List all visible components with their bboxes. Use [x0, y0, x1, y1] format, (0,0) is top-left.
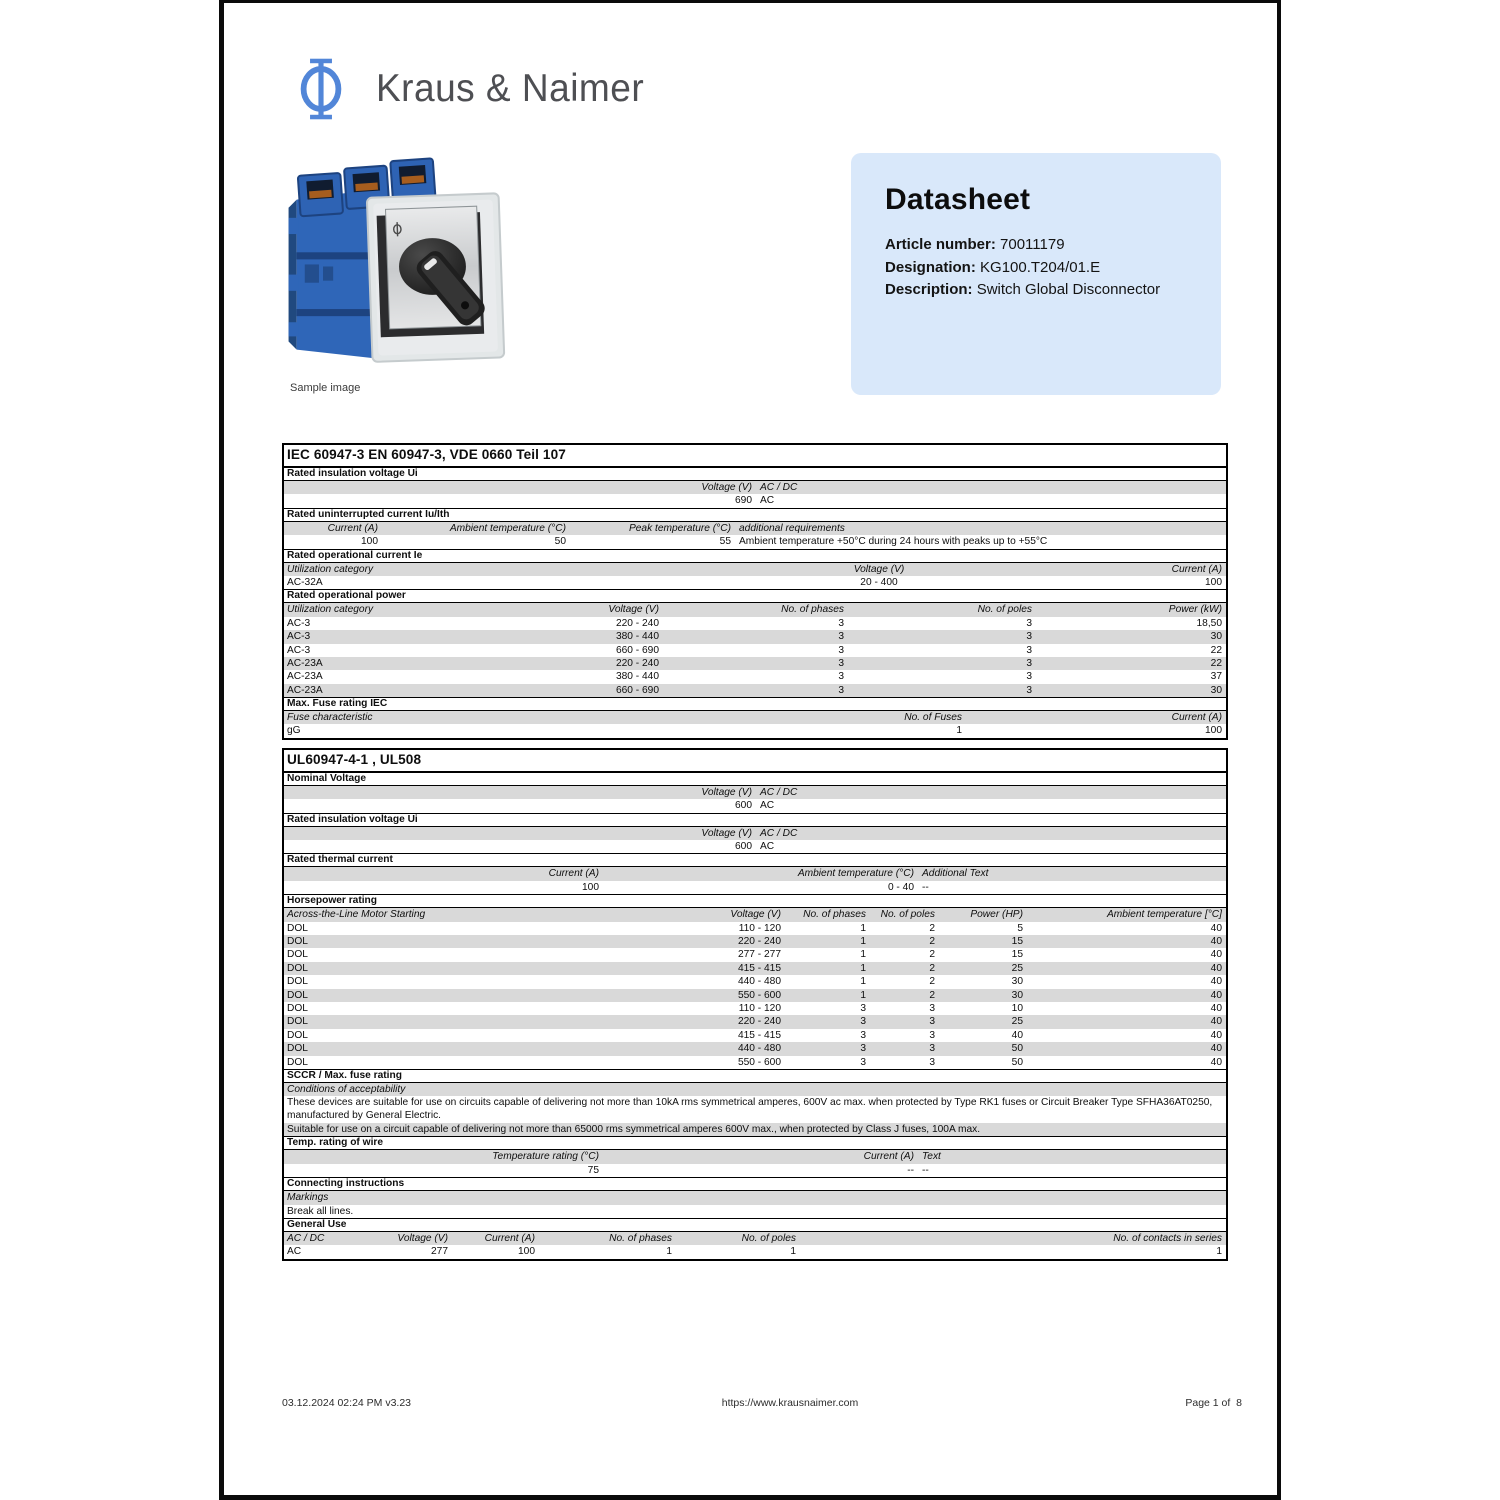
table-cell: Across-the-Line Motor Starting — [287, 909, 426, 921]
table-row: Suitable for use on a circuit capable of delivering not more than 65000 rms symmetrical amperes 600V max., when protected by Class J fuses, 100A max. — [284, 1123, 1226, 1136]
table-cell: 277 — [431, 1246, 448, 1258]
spec-table-iec-60947-3 — [282, 443, 1228, 740]
table-cell: 220 - 240 — [615, 617, 659, 629]
table-cell: 1 — [860, 949, 866, 961]
table-row — [284, 922, 1226, 935]
table-cell: 550 - 600 — [737, 1056, 781, 1068]
table-cell: 100 — [1205, 725, 1222, 737]
table-gap — [282, 740, 1228, 748]
table-cell: 660 - 690 — [615, 644, 659, 656]
table-cell: 5 — [1017, 922, 1023, 934]
spec-table-ul-60947 — [282, 748, 1228, 1261]
table-row — [284, 881, 1226, 894]
table-cell: 550 - 600 — [737, 989, 781, 1001]
table-cell: AC — [760, 800, 775, 812]
table-cell: 1 — [860, 976, 866, 988]
table-cell: DOL — [287, 1002, 308, 1014]
table-cell: Power (HP) — [970, 909, 1023, 921]
product-image — [279, 155, 514, 380]
subsection-header-row: Rated insulation voltage Ui — [284, 467, 1226, 481]
section-title-row: UL60947-4-1 , UL508 — [284, 750, 1226, 772]
table-cell: 37 — [1210, 671, 1222, 683]
table-cell: 3 — [1026, 684, 1032, 696]
table-row — [284, 1150, 1226, 1163]
table-cell: Current (A) — [1171, 563, 1222, 575]
table-cell: Fuse characteristic — [287, 712, 373, 724]
table-cell: Current (A) — [863, 1151, 914, 1163]
table-cell: 440 - 480 — [737, 1043, 781, 1055]
table-cell: 40 — [1210, 1029, 1222, 1041]
table-row — [284, 948, 1226, 961]
table-cell: AC / DC — [760, 786, 798, 798]
table-cell: 18,50 — [1196, 617, 1222, 629]
table-cell: AC-3 — [287, 644, 311, 656]
table-cell: 40 — [1210, 1043, 1222, 1055]
table-cell: 100 — [361, 536, 378, 548]
table-row — [284, 724, 1226, 737]
table-cell: 50 — [554, 536, 566, 548]
table-cell: Voltage (V) — [730, 909, 781, 921]
subsection-header-row: Horsepower rating — [284, 894, 1226, 908]
spec-tables — [282, 443, 1228, 1261]
table-cell: DOL — [287, 962, 308, 974]
table-cell: 3 — [838, 631, 844, 643]
table-row — [284, 962, 1226, 975]
table-cell: 15 — [1011, 949, 1023, 961]
table-cell: 40 — [1011, 1029, 1023, 1041]
table-row — [284, 684, 1226, 697]
table-cell: 40 — [1210, 935, 1222, 947]
table-cell: 100 — [582, 881, 599, 893]
subsection-header-row: Rated insulation voltage Ui — [284, 813, 1226, 827]
footer-url[interactable]: https://www.krausnaimer.com — [721, 1397, 859, 1409]
table-cell: Voltage (V) — [701, 827, 752, 839]
table-row — [284, 799, 1226, 812]
table-cell: 25 — [1011, 1016, 1023, 1028]
table-cell: AC / DC — [760, 827, 798, 839]
table-row — [284, 989, 1226, 1002]
header-logo — [292, 51, 658, 127]
table-cell: AC / DC — [287, 1233, 325, 1245]
table-row — [284, 1164, 1226, 1177]
table-cell: AC-3 — [287, 617, 311, 629]
subsection-header-row: Rated uninterrupted current Iu/Ith — [284, 508, 1226, 522]
table-cell: AC-32A — [287, 576, 323, 588]
table-cell: Voltage (V) — [701, 786, 752, 798]
table-row — [284, 644, 1226, 657]
table-cell: 100 — [518, 1246, 535, 1258]
subsection-header-row: Rated thermal current — [284, 853, 1226, 867]
table-cell: 1 — [1216, 1246, 1222, 1258]
table-cell: 3 — [860, 1043, 866, 1055]
description-field: Description: Switch Global Disconnector — [885, 281, 1161, 298]
table-cell: 690 — [735, 495, 752, 507]
table-cell: 2 — [929, 989, 935, 1001]
table-row — [284, 711, 1226, 724]
table-cell: 220 - 240 — [737, 1016, 781, 1028]
table-cell: AC — [287, 1246, 302, 1258]
table-cell: Ambient temperature +50°C during 24 hours with peaks up to +55°C — [739, 536, 1048, 548]
table-row — [284, 535, 1226, 548]
table-cell: Ambient temperature [°C] — [1106, 909, 1222, 921]
table-cell: 75 — [587, 1164, 599, 1176]
table-row — [284, 827, 1226, 840]
table-cell: Ambient temperature (°C) — [449, 522, 566, 534]
table-cell: 3 — [1026, 631, 1032, 643]
table-cell: 220 - 240 — [737, 935, 781, 947]
table-cell: 110 - 120 — [738, 1002, 781, 1014]
table-row — [284, 1042, 1226, 1055]
table-cell: 40 — [1210, 1016, 1222, 1028]
table-row — [284, 786, 1226, 799]
table-cell: 3 — [838, 671, 844, 683]
table-cell: Utilization category — [287, 604, 374, 616]
subsection-header-row: SCCR / Max. fuse rating — [284, 1069, 1226, 1083]
table-row — [284, 975, 1226, 988]
table-cell: 1 — [956, 725, 962, 737]
table-row: Break all lines. — [287, 1205, 354, 1217]
table-cell: 40 — [1210, 962, 1222, 974]
table-cell: 2 — [929, 976, 935, 988]
table-cell: No. of poles — [880, 909, 935, 921]
table-cell: AC-23A — [287, 684, 323, 696]
table-row — [284, 1029, 1226, 1042]
table-row — [284, 630, 1226, 643]
table-cell: AC-23A — [287, 671, 323, 683]
table-row — [284, 670, 1226, 683]
table-cell: DOL — [287, 949, 308, 961]
table-cell: 2 — [929, 922, 935, 934]
table-cell: 22 — [1210, 644, 1222, 656]
table-cell: 2 — [929, 962, 935, 974]
table-cell: 3 — [929, 1016, 935, 1028]
table-cell: 3 — [929, 1029, 935, 1041]
table-cell: 1 — [666, 1246, 672, 1258]
table-row — [284, 563, 1226, 576]
table-cell: 25 — [1011, 962, 1023, 974]
subsection-header-row: Temp. rating of wire — [284, 1136, 1226, 1150]
table-cell: Additional Text — [922, 868, 989, 880]
table-cell: 40 — [1210, 976, 1222, 988]
table-cell: -- — [907, 1164, 914, 1176]
table-cell: Ambient temperature (°C) — [797, 868, 914, 880]
table-cell: 380 - 440 — [615, 671, 659, 683]
table-cell: 3 — [860, 1002, 866, 1014]
table-cell: DOL — [287, 976, 308, 988]
subsection-header-row: Nominal Voltage — [284, 772, 1226, 786]
table-cell: 3 — [1026, 617, 1032, 629]
table-cell: 3 — [860, 1056, 866, 1068]
table-cell: 415 - 415 — [737, 962, 781, 974]
table-cell: Power (kW) — [1168, 604, 1222, 616]
table-row: Conditions of acceptability — [284, 1083, 1226, 1096]
table-row — [284, 1002, 1226, 1015]
table-cell: 110 - 120 — [738, 922, 781, 934]
table-row — [284, 1232, 1226, 1245]
table-row — [284, 522, 1226, 535]
table-cell: AC — [760, 495, 775, 507]
subsection-header-row: General Use — [284, 1218, 1226, 1232]
article-number-field: Article number: 70011179 — [885, 236, 1065, 253]
subsection-header-row: Rated operational power — [284, 589, 1226, 603]
table-row — [284, 1245, 1226, 1258]
subsection-header-row: Rated operational current Ie — [284, 549, 1226, 563]
table-cell: DOL — [287, 1016, 308, 1028]
table-cell: 15 — [1011, 935, 1023, 947]
table-cell: 3 — [1026, 657, 1032, 669]
table-cell: AC / DC — [760, 482, 798, 493]
section-title-row: IEC 60947-3 EN 60947-3, VDE 0660 Teil 107 — [284, 445, 1226, 467]
table-cell: Voltage (V) — [608, 604, 659, 616]
footer-timestamp: 03.12.2024 02:24 PM v3.23 — [282, 1397, 412, 1409]
datasheet-page — [219, 0, 1281, 1500]
table-cell: DOL — [287, 989, 308, 1001]
table-cell: 3 — [860, 1029, 866, 1041]
datasheet-info-box — [851, 153, 1221, 395]
table-cell: Voltage (V) — [853, 563, 905, 575]
table-cell: 3 — [929, 1056, 935, 1068]
table-cell: 50 — [1011, 1056, 1023, 1068]
table-cell: No. of contacts in series — [1113, 1233, 1222, 1245]
table-row — [284, 603, 1226, 616]
table-cell: No. of poles — [741, 1233, 796, 1245]
table-cell: Current (A) — [327, 522, 378, 534]
table-cell: 50 — [1011, 1043, 1023, 1055]
table-cell: AC-23A — [287, 657, 323, 669]
table-cell: 100 — [1205, 576, 1222, 588]
table-cell: 3 — [1026, 644, 1032, 656]
kraus-naimer-logo-icon — [292, 51, 350, 127]
table-cell: 3 — [838, 657, 844, 669]
designation-field: Designation: KG100.T204/01.E — [885, 258, 1101, 276]
table-cell: Current (A) — [548, 868, 599, 880]
table-cell: 30 — [1011, 989, 1023, 1001]
table-cell: 2 — [929, 935, 935, 947]
table-cell: -- — [922, 1164, 929, 1176]
table-cell: No. of poles — [977, 604, 1032, 616]
table-cell: -- — [922, 881, 929, 893]
table-cell: 55 — [719, 536, 731, 548]
table-cell: 3 — [929, 1043, 935, 1055]
table-cell: 3 — [929, 1002, 935, 1014]
table-cell: 40 — [1210, 922, 1222, 934]
table-cell: Peak temperature (°C) — [628, 522, 731, 534]
table-cell: 220 - 240 — [615, 657, 659, 669]
table-cell: DOL — [287, 1029, 308, 1041]
table-cell: 1 — [860, 962, 866, 974]
subsection-header-row: Max. Fuse rating IEC — [284, 697, 1226, 711]
table-cell: Voltage (V) — [701, 482, 752, 493]
table-cell: No. of Fuses — [904, 712, 962, 724]
brand-name: Kraus & Naimer — [376, 67, 645, 110]
table-cell: 40 — [1210, 1056, 1222, 1068]
table-row — [284, 576, 1226, 589]
table-row — [284, 935, 1226, 948]
table-cell: Temperature rating (°C) — [492, 1151, 599, 1163]
table-cell: No. of phases — [803, 909, 866, 921]
subsection-header-row: Connecting instructions — [284, 1177, 1226, 1191]
table-row: Markings — [284, 1191, 1226, 1204]
table-cell: 277 - 277 — [737, 949, 781, 961]
table-cell: AC — [760, 841, 775, 853]
table-cell: DOL — [287, 935, 308, 947]
table-cell: 1 — [860, 935, 866, 947]
table-cell: 10 — [1011, 1002, 1023, 1014]
sample-image-caption: Sample image — [290, 382, 361, 394]
table-row — [284, 908, 1226, 921]
product-figure — [279, 155, 519, 394]
table-cell: additional requirements — [739, 522, 845, 534]
table-cell: Current (A) — [484, 1233, 535, 1245]
table-cell: Voltage (V) — [397, 1233, 448, 1245]
table-row: These devices are suitable for use on circuits capable of delivering not more than 10kA rms symmetrical amperes, 600V ac max. when protected by Type RK1 fuses or Circuit Breaker Type SFHA36AT0250, manufactured by General Electric. — [287, 1097, 1213, 1121]
table-cell: 20 - 400 — [860, 576, 898, 588]
datasheet-title: Datasheet — [885, 183, 1031, 216]
table-row — [284, 840, 1226, 853]
table-row — [284, 617, 1226, 630]
footer-page-number: Page 1 of 8 — [1185, 1397, 1242, 1409]
table-row — [284, 1056, 1226, 1069]
table-cell: No. of phases — [781, 604, 844, 616]
table-cell: DOL — [287, 1043, 308, 1055]
table-cell: 0 - 40 — [887, 881, 914, 893]
table-cell: Text — [922, 1151, 941, 1163]
table-cell: gG — [287, 725, 301, 737]
table-cell: 2 — [929, 949, 935, 961]
table-cell: 440 - 480 — [737, 976, 781, 988]
table-cell: AC-3 — [287, 631, 311, 643]
table-cell: 3 — [838, 644, 844, 656]
table-cell: 30 — [1210, 684, 1222, 696]
table-cell: 30 — [1210, 631, 1222, 643]
table-cell: Current (A) — [1171, 712, 1222, 724]
table-row — [284, 867, 1226, 880]
table-cell: Utilization category — [287, 563, 374, 575]
table-row — [284, 657, 1226, 670]
table-cell: 1 — [790, 1246, 796, 1258]
table-cell: 1 — [860, 922, 866, 934]
table-row — [284, 481, 1226, 494]
table-cell: 3 — [1026, 671, 1032, 683]
table-cell: 600 — [735, 841, 752, 853]
table-cell: 1 — [860, 989, 866, 1001]
table-cell: 22 — [1210, 657, 1222, 669]
table-cell: 30 — [1011, 976, 1023, 988]
table-row — [284, 494, 1226, 507]
table-cell: 40 — [1210, 989, 1222, 1001]
table-cell: 415 - 415 — [737, 1029, 781, 1041]
table-cell: 600 — [735, 800, 752, 812]
table-cell: 3 — [838, 684, 844, 696]
table-cell: 660 - 690 — [615, 684, 659, 696]
table-cell: 40 — [1210, 949, 1222, 961]
table-cell: 3 — [860, 1016, 866, 1028]
table-cell: 40 — [1210, 1002, 1222, 1014]
table-cell: DOL — [287, 1056, 308, 1068]
table-cell: 3 — [838, 617, 844, 629]
table-cell: 380 - 440 — [615, 631, 659, 643]
table-row — [284, 1015, 1226, 1028]
table-cell: DOL — [287, 922, 308, 934]
table-cell: No. of phases — [609, 1233, 672, 1245]
